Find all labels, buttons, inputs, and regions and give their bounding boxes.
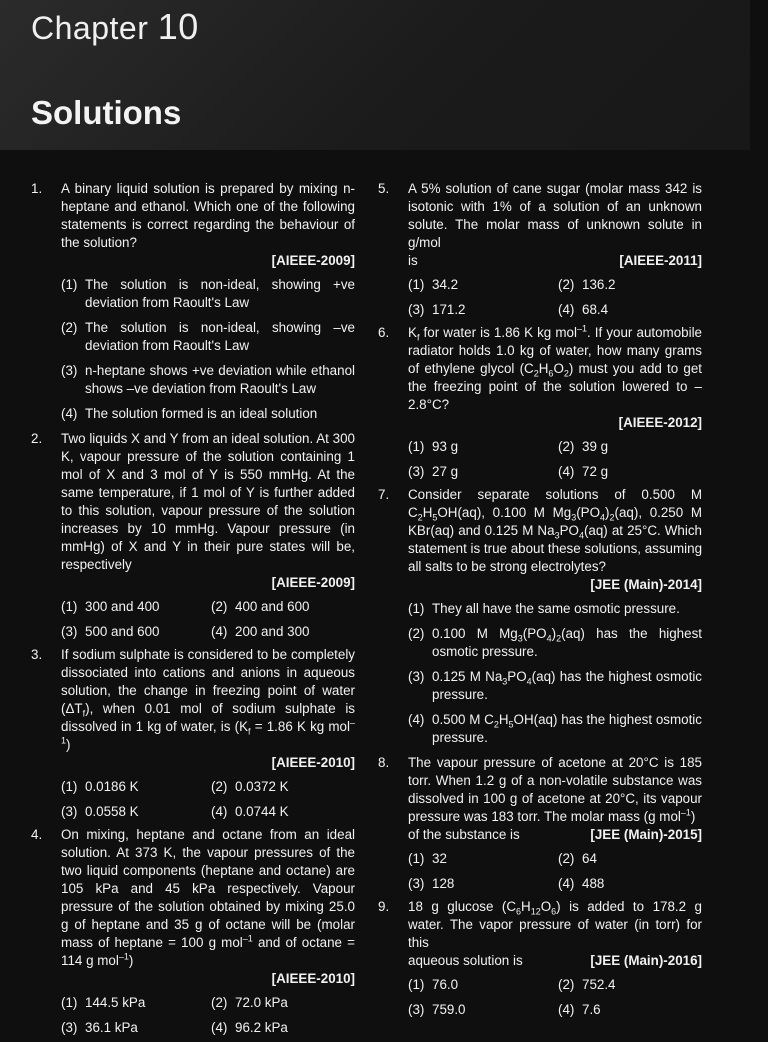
option-4: [408, 711, 702, 747]
option-3: [408, 463, 558, 481]
option-text: 171.2: [432, 302, 466, 317]
option-label: (2): [61, 320, 78, 335]
option-label: (4): [558, 876, 575, 891]
subscript: 6: [551, 906, 557, 917]
option-text: The solution is non-ideal, showing +ve deviation from Raoult's Law: [85, 277, 355, 310]
option-1: [408, 438, 558, 456]
chapter-label: [31, 6, 199, 48]
text-run: OH(aq), 0.100 M Mg: [437, 505, 572, 520]
option-label: (1): [61, 779, 78, 794]
exam-tag: [AIEEE-2010]: [271, 971, 355, 986]
text-run: H: [521, 899, 531, 914]
subscript: 6: [516, 906, 522, 917]
option-text: 0.0744 K: [235, 804, 289, 819]
option-4: [558, 1001, 708, 1019]
option-label: (1): [408, 851, 425, 866]
option-text: 0.0186 K: [85, 779, 139, 794]
text-run: (aq), 0.250 M KBr(aq) and 0.125 M Na: [408, 505, 702, 538]
chapter-number: 10: [157, 6, 199, 47]
question-1: [31, 180, 355, 423]
option-4: [211, 1019, 361, 1037]
option-label: (2): [558, 439, 575, 454]
question-2: [31, 430, 355, 641]
subscript: 2: [609, 512, 615, 523]
subscript: 3: [554, 530, 560, 541]
text-run: On mixing, heptane and octane from an ideal solution. At 373 K, the vapour pressures of the two liquid components (heptane and octane) are 105 kPa and 45 kPa respectively. Vapour pressure of the solution obtained by mixing 25.0 g of heptane and 35 g of octane will be (molar mass of heptane = 100 g mol: [61, 827, 355, 950]
subscript: 3: [517, 633, 523, 644]
subscript: 2: [556, 633, 562, 644]
question-last-line: [408, 952, 702, 970]
option-text: The solution is non-ideal, showing –ve deviation from Raoult's Law: [85, 320, 355, 353]
text-run: aqueous solution is: [408, 953, 523, 968]
option-label: (3): [408, 302, 425, 317]
option-2: [211, 994, 361, 1012]
option-text: 72 g: [582, 464, 609, 479]
option-label: (3): [408, 876, 425, 891]
superscript: –1: [242, 933, 253, 944]
question-text: A binary liquid solution is prepared by mixing n-heptane and ethanol. Which one of the following statements is correct regarding the behaviour of the solution?: [61, 181, 355, 250]
left-column: [31, 180, 355, 1042]
question-number: 7.: [378, 487, 390, 502]
right-column: [378, 180, 702, 1024]
text-run: O: [540, 899, 552, 914]
option-text: 500 and 600: [85, 624, 160, 639]
option-2: [211, 598, 361, 616]
text-run: (aq) at 25°C. Which statement is true about these solutions, assuming all salts to be strong electrolytes?: [408, 523, 703, 574]
option-label: (2): [211, 779, 228, 794]
options: [61, 276, 355, 423]
options: [408, 976, 702, 1019]
option-3: [61, 1019, 211, 1037]
option-2: [211, 778, 361, 796]
option-3: [408, 1001, 558, 1019]
option-label: (3): [61, 804, 78, 819]
option-1: [408, 276, 558, 294]
chapter-word: Chapter: [31, 10, 149, 46]
text-run: (aq) has the highest osmotic pressure.: [432, 669, 702, 702]
superscript: –1: [61, 717, 355, 746]
text-run: of the substance is: [408, 827, 520, 842]
text-run: is: [408, 253, 418, 268]
option-label: (2): [558, 977, 575, 992]
option-text: 128: [432, 876, 455, 891]
text-run: H: [538, 361, 549, 376]
option-text: 76.0: [432, 977, 459, 992]
text-run: OH(aq) has the highest osmotic pressure.: [432, 712, 702, 745]
options: [61, 598, 355, 641]
text-run: for water is 1.86 K kg mol: [419, 325, 577, 340]
option-label: (4): [558, 464, 575, 479]
option-label: (4): [61, 406, 78, 421]
exam-tag: [JEE (Main)-2014]: [590, 577, 702, 592]
option-label: (1): [61, 599, 78, 614]
option-label: (2): [558, 851, 575, 866]
option-text: 36.1 kPa: [85, 1020, 138, 1035]
option-label: (2): [211, 995, 228, 1010]
text-run: ) is added to 178.2 g water. The vapor pressure of water (in torr) for this: [408, 899, 702, 950]
option-1: [408, 976, 558, 994]
exam-tag: [JEE (Main)-2016]: [590, 953, 702, 968]
option-label: (3): [61, 624, 78, 639]
options: [408, 600, 702, 747]
subscript: 3: [571, 512, 577, 523]
text-run: Consider separate solutions of 0.500 M C: [408, 487, 702, 520]
option-text: They all have the same osmotic pressure.: [432, 601, 680, 616]
text-run: 0.500 M C: [432, 712, 494, 727]
option-text: 0.0372 K: [235, 779, 289, 794]
subscript: 2: [533, 368, 539, 379]
options: [61, 778, 355, 821]
text-run: The vapour pressure of acetone at 20°C is 185 torr. When 1.2 g of a non-volatile substance was dissolved in 100 g of acetone at 20°C, its vapour pressure was 183 torr. The molar mass (g mol: [408, 755, 702, 824]
option-2: [558, 438, 708, 456]
subscript: 2: [563, 368, 569, 379]
subscript: 3: [502, 676, 508, 687]
question-number: 3.: [31, 647, 43, 662]
text-run: ): [690, 809, 696, 824]
option-label: (3): [61, 363, 78, 378]
option-4: [558, 875, 708, 893]
question-number: 8.: [378, 755, 390, 770]
text-run: ), when 0.01 mol of sodium sulphate is dissolved in 1 kg of water, is (K: [61, 701, 355, 734]
option-2: [558, 976, 708, 994]
option-label: (1): [61, 277, 78, 292]
superscript: –1: [576, 323, 587, 334]
text-run: ): [66, 737, 71, 752]
option-text: 39 g: [582, 439, 609, 454]
option-text: The solution formed is an ideal solution: [85, 406, 318, 421]
option-text: 136.2: [582, 277, 616, 292]
question-text: [408, 754, 702, 826]
subscript: 4: [546, 633, 552, 644]
text-run: PO: [507, 669, 527, 684]
text-run: H: [422, 505, 433, 520]
subscript: 2: [493, 719, 499, 730]
subscript: 4: [526, 676, 532, 687]
option-1: [61, 598, 211, 616]
option-label: (1): [408, 277, 425, 292]
option-text: 27 g: [432, 464, 459, 479]
option-label: (1): [61, 995, 78, 1010]
text-run: ): [605, 505, 610, 520]
option-text: 68.4: [582, 302, 609, 317]
subscript: 4: [578, 530, 584, 541]
text-run: ) must you add to get the freezing point of the solution lowered to – 2.8°C?: [408, 361, 703, 412]
option-label: (4): [408, 712, 425, 727]
subscript: f: [82, 708, 86, 719]
exam-tag: [AIEEE-2009]: [271, 253, 355, 268]
question-7: [378, 486, 702, 747]
option-text: n-heptane shows +ve deviation while ethanol shows –ve deviation from Raoult's Law: [85, 363, 355, 396]
option-3: [61, 623, 211, 641]
exam-tag: [AIEEE-2012]: [618, 415, 702, 430]
option-2: [408, 625, 702, 661]
option-text: 488: [582, 876, 605, 891]
question-number: 4.: [31, 827, 43, 842]
option-2: [558, 276, 708, 294]
text-run: H: [498, 712, 509, 727]
text-run: K: [408, 325, 417, 340]
option-label: (4): [211, 624, 228, 639]
question-number: 9.: [378, 899, 390, 914]
text-run: 0.100 M Mg: [432, 626, 518, 641]
question-3: [31, 646, 355, 821]
question-number: 6.: [378, 325, 390, 340]
option-label: (4): [558, 1002, 575, 1017]
question-text: [408, 898, 702, 952]
text-run: 0.125 M Na: [432, 669, 503, 684]
option-text: 93 g: [432, 439, 459, 454]
question-text: [408, 486, 702, 576]
question-last-line: [408, 252, 702, 270]
question-number: 5.: [378, 181, 390, 196]
subscript: f: [248, 726, 251, 737]
option-label: (3): [408, 1002, 425, 1017]
exam-tag: [AIEEE-2011]: [619, 253, 702, 268]
option-text: 400 and 600: [235, 599, 310, 614]
text-run: (aq) has the highest osmotic pressure.: [432, 626, 702, 659]
option-text: 64: [582, 851, 597, 866]
option-3: [61, 362, 355, 398]
question-5: [378, 180, 702, 319]
option-label: (1): [408, 977, 425, 992]
subscript: 5: [432, 512, 438, 523]
option-label: (3): [61, 1020, 78, 1035]
subscript: 6: [548, 368, 554, 379]
text-run: = 1.86 K kg mol: [250, 719, 350, 734]
subscript: 2: [417, 512, 423, 523]
question-last-line: [408, 826, 702, 844]
question-number: 2.: [31, 431, 43, 446]
option-text: 0.0558 K: [85, 804, 139, 819]
option-3: [408, 301, 558, 319]
question-text: Two liquids X and Y from an ideal solution. At 300 K, vapour pressure of the solution containing 1 mol of X and 3 mol of Y is 550 mmHg. At the same temperature, if 1 mol of Y is further added to this solution, vapour pressure of the solution increases by 10 mmHg. Vapour pressure (in mmHg) of X and Y in their pure states will be, respectively: [61, 431, 355, 572]
options: [408, 276, 702, 319]
option-4: [211, 803, 361, 821]
option-3: [408, 875, 558, 893]
option-3: [61, 803, 211, 821]
options: [61, 994, 355, 1037]
text-run: PO: [559, 523, 579, 538]
option-text: 200 and 300: [235, 624, 310, 639]
option-text: 7.6: [582, 1002, 601, 1017]
option-1: [61, 276, 355, 312]
option-1: [408, 600, 702, 618]
option-1: [61, 994, 211, 1012]
subscript: 4: [600, 512, 606, 523]
option-label: (4): [558, 302, 575, 317]
option-1: [408, 850, 558, 868]
question-8: [378, 754, 702, 893]
option-3: [408, 668, 702, 704]
text-run: O: [553, 361, 564, 376]
question-9: [378, 898, 702, 1019]
text-run: 18 g glucose (C: [408, 899, 517, 914]
option-text: 72.0 kPa: [235, 995, 288, 1010]
option-text: 759.0: [432, 1002, 466, 1017]
option-label: (3): [408, 464, 425, 479]
option-text: 96.2 kPa: [235, 1020, 288, 1035]
text-run: . If your automobile radiator holds 1.0 kg of water, how many grams of ethylene glycol (C: [408, 325, 703, 376]
text-run: ): [128, 953, 134, 968]
superscript: –1: [680, 807, 691, 818]
option-label: (4): [211, 1020, 228, 1035]
text-run: and of octane = 114 g mol: [61, 935, 355, 968]
option-label: (1): [408, 439, 425, 454]
chapter-header: [0, 0, 750, 150]
superscript: –1: [118, 951, 129, 962]
options: [408, 438, 702, 481]
question-text: [61, 826, 355, 970]
option-text: 34.2: [432, 277, 459, 292]
exam-tag: [AIEEE-2009]: [271, 575, 355, 590]
exam-tag: [AIEEE-2010]: [271, 755, 355, 770]
question-text: A 5% solution of cane sugar (molar mass 342 is isotonic with 1% of a solution of an unknown solute. The molar mass of unknown solute in g/mol: [408, 181, 702, 250]
option-text: 144.5 kPa: [85, 995, 146, 1010]
text-run: If sodium sulphate is considered to be completely dissociated into cations and anions in aqueous solution, the change in freezing point of water (ΔT: [61, 647, 355, 716]
option-4: [61, 405, 355, 423]
option-label: (3): [408, 669, 425, 684]
option-text: 32: [432, 851, 447, 866]
option-label: (2): [558, 277, 575, 292]
option-label: (2): [408, 626, 425, 641]
text-run: (PO: [522, 626, 547, 641]
option-4: [211, 623, 361, 641]
text-run: (PO: [576, 505, 601, 520]
question-text: [408, 324, 702, 414]
option-4: [558, 463, 708, 481]
question-number: 1.: [31, 181, 43, 196]
option-label: (4): [211, 804, 228, 819]
option-text: 300 and 400: [85, 599, 160, 614]
question-6: [378, 324, 702, 481]
option-text: 752.4: [582, 977, 616, 992]
option-label: (2): [211, 599, 228, 614]
subscript: f: [416, 332, 420, 343]
option-4: [558, 301, 708, 319]
subscript: 5: [508, 719, 514, 730]
option-1: [61, 778, 211, 796]
option-label: (1): [408, 601, 425, 616]
text-run: ): [551, 626, 557, 641]
options: [408, 850, 702, 893]
exam-tag: [JEE (Main)-2015]: [590, 827, 702, 842]
option-2: [558, 850, 708, 868]
option-2: [61, 319, 355, 355]
question-text: [61, 646, 355, 754]
question-4: [31, 826, 355, 1037]
subscript: 12: [530, 906, 541, 917]
page-title: Solutions: [31, 94, 182, 131]
